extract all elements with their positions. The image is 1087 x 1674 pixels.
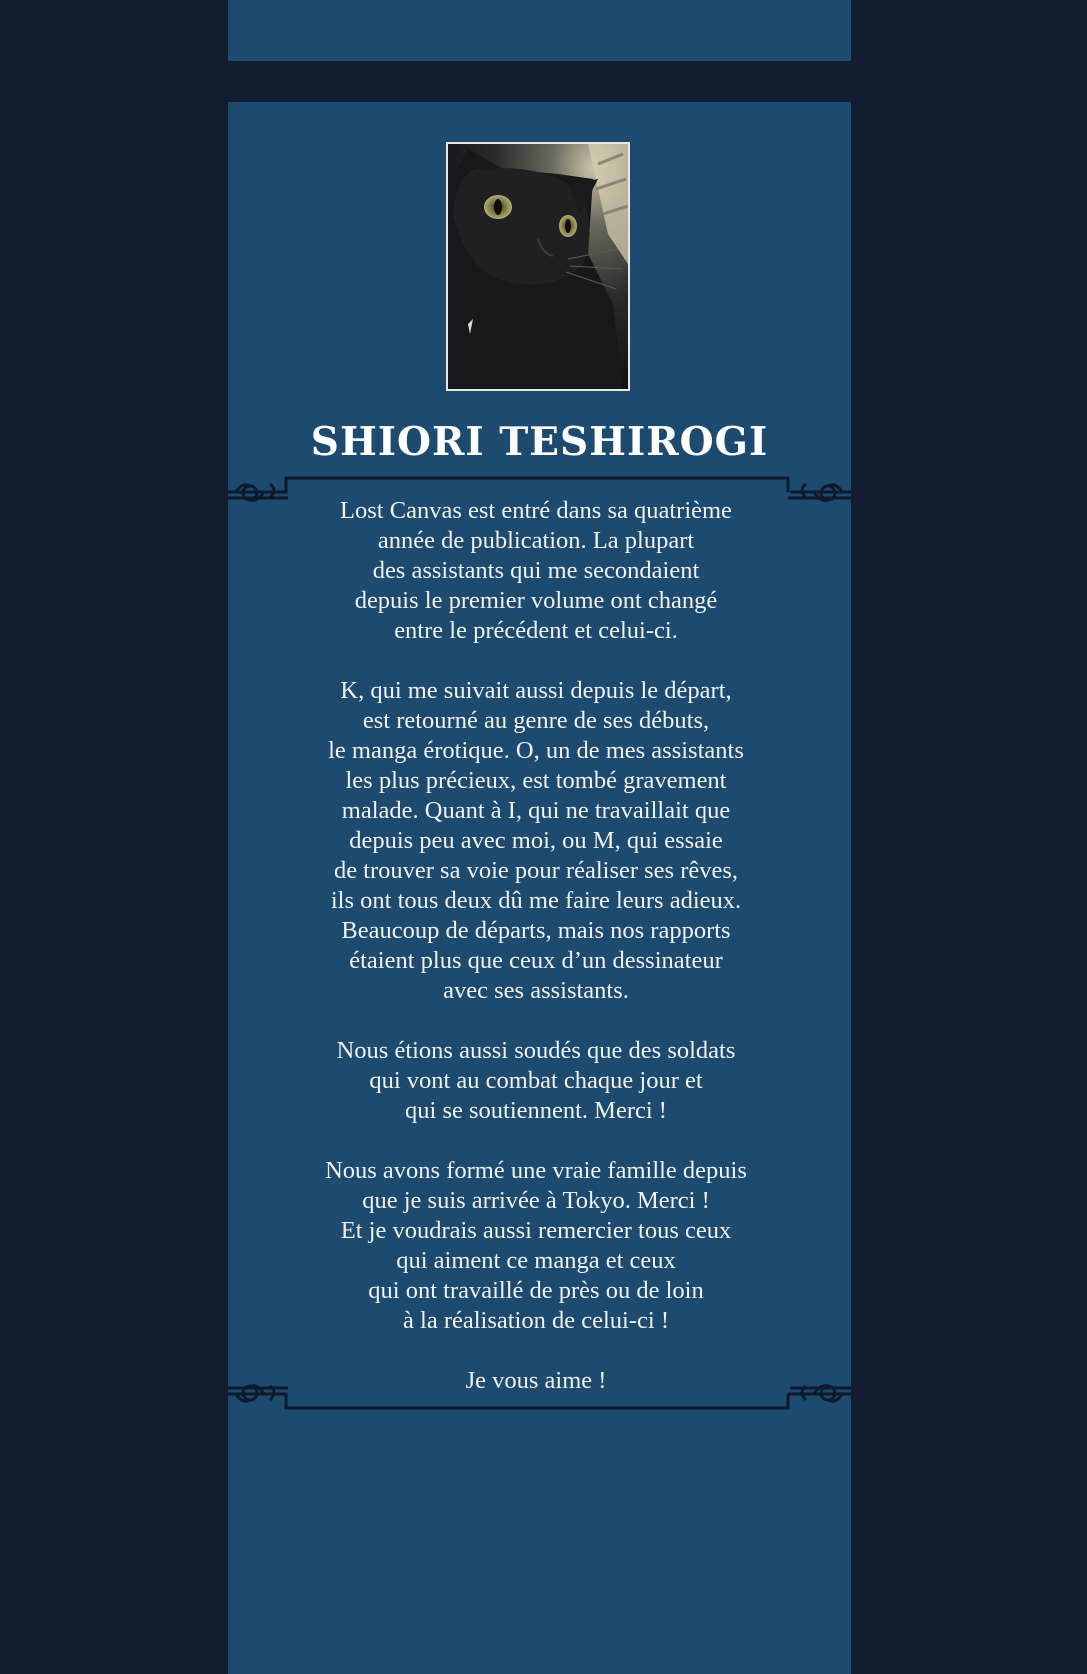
author-message xyxy=(258,496,814,1396)
author-photo xyxy=(446,142,630,391)
top-banner-band xyxy=(228,0,851,61)
message-paragraph: K, qui me suivait aussi depuis le départ, est retourné au genre de ses débuts, le manga érotique. O, un de mes assistants les plus précieux, est tombé gravement malade. Quant à I, qui ne travaillait que depuis peu avec moi, ou M, qui essaie de trouver sa voie pour réaliser ses rêves, ils ont tous deux dû me faire leurs adieux. Beaucoup de départs, mais nos rapports étaient plus que ceux d’un dessinateur avec ses assistants. xyxy=(328,677,744,1004)
message-paragraph: Lost Canvas est entré dans sa quatrième année de publication. La plupart des assistants qui me secondaient depuis le premier volume ont changé entre le précédent et celui-ci. xyxy=(340,497,732,644)
message-closing: Je vous aime ! xyxy=(465,1367,607,1394)
bottom-ornament-divider xyxy=(228,1376,851,1416)
right-scroll-ornament-icon xyxy=(788,1386,851,1401)
message-paragraph: Nous étions aussi soudés que des soldats qui vont au combat chaque jour et qui se soutiennent. Merci ! xyxy=(336,1037,736,1124)
message-paragraph: Nous avons formé une vraie famille depuis que je suis arrivée à Tokyo. Merci ! Et je voudrais aussi remercier tous ceux qui aiment ce manga et ceux qui ont travaillé de près ou de loin à la réalisation de celui-ci ! xyxy=(325,1157,747,1334)
author-name-heading: SHIORI TESHIROGI xyxy=(310,419,769,465)
left-scroll-ornament-icon xyxy=(228,1386,788,1408)
black-cat-photo-icon xyxy=(448,144,628,389)
